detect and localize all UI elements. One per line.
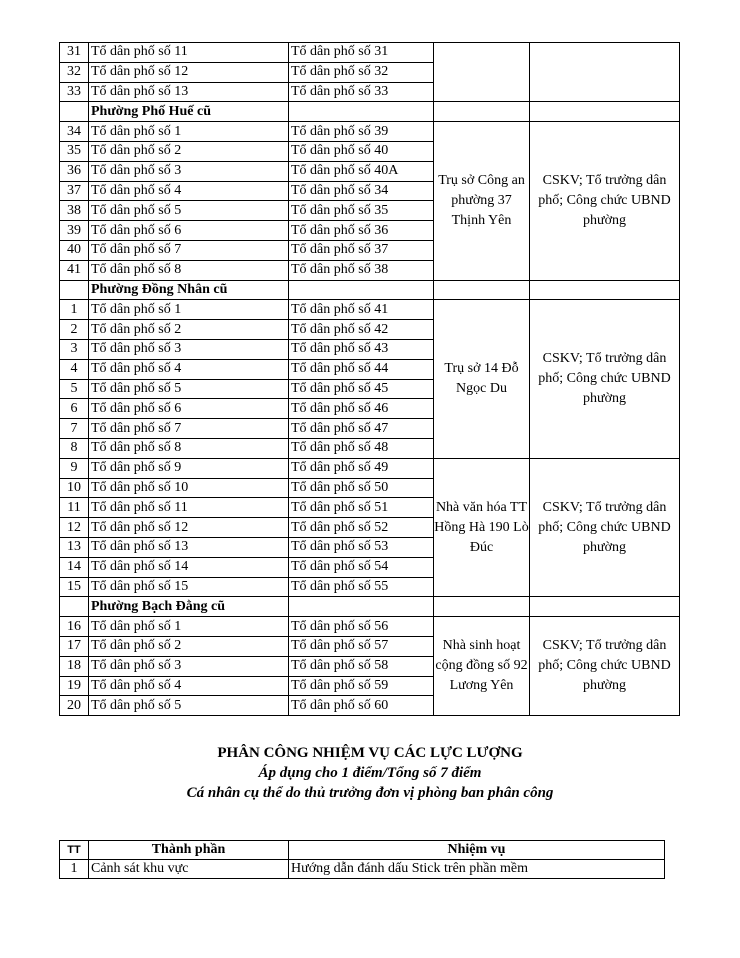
row-number: 3 bbox=[60, 339, 89, 359]
row-number: 34 bbox=[60, 122, 89, 142]
new-group-name: Tổ dân phố số 33 bbox=[289, 82, 434, 102]
old-group-name: Tổ dân phố số 6 bbox=[89, 221, 289, 241]
row-number: 39 bbox=[60, 221, 89, 241]
old-group-name: Tổ dân phố số 3 bbox=[89, 161, 289, 181]
new-group-name: Tổ dân phố số 41 bbox=[289, 300, 434, 320]
new-group-name: Tổ dân phố số 43 bbox=[289, 339, 434, 359]
section-row bbox=[60, 102, 680, 122]
task-col-task: Nhiệm vụ bbox=[289, 841, 665, 860]
old-group-name: Tổ dân phố số 15 bbox=[89, 577, 289, 597]
row-number: 37 bbox=[60, 181, 89, 201]
section-empty-cell bbox=[60, 280, 89, 300]
row-number: 16 bbox=[60, 617, 89, 637]
table-row bbox=[60, 122, 680, 142]
row-number: 2 bbox=[60, 320, 89, 340]
new-group-name: Tổ dân phố số 39 bbox=[289, 122, 434, 142]
old-group-name: Tổ dân phố số 10 bbox=[89, 478, 289, 498]
new-group-name: Tổ dân phố số 38 bbox=[289, 260, 434, 280]
new-group-name: Tổ dân phố số 49 bbox=[289, 458, 434, 478]
old-group-name: Tổ dân phố số 4 bbox=[89, 359, 289, 379]
task-row bbox=[60, 860, 665, 879]
new-group-name: Tổ dân phố số 42 bbox=[289, 320, 434, 340]
row-number: 32 bbox=[60, 62, 89, 82]
row-number: 41 bbox=[60, 260, 89, 280]
new-group-name: Tổ dân phố số 37 bbox=[289, 240, 434, 260]
section-empty-cell bbox=[60, 597, 89, 617]
old-group-name: Tổ dân phố số 11 bbox=[89, 43, 289, 63]
new-group-name: Tổ dân phố số 44 bbox=[289, 359, 434, 379]
new-group-name: Tổ dân phố số 35 bbox=[289, 201, 434, 221]
old-group-name: Tổ dân phố số 12 bbox=[89, 62, 289, 82]
table-row bbox=[60, 458, 680, 478]
section-empty-cell bbox=[530, 102, 680, 122]
meeting-location bbox=[434, 43, 530, 102]
section-empty-cell bbox=[434, 102, 530, 122]
household-group-table bbox=[59, 42, 680, 716]
section-empty-cell bbox=[289, 102, 434, 122]
row-number: 4 bbox=[60, 359, 89, 379]
task-table-header bbox=[60, 841, 665, 860]
task-description: Hướng dẫn đánh dấu Stick trên phần mềm bbox=[289, 860, 665, 879]
old-group-name: Tổ dân phố số 1 bbox=[89, 617, 289, 637]
old-group-name: Tổ dân phố số 5 bbox=[89, 201, 289, 221]
new-group-name: Tổ dân phố số 52 bbox=[289, 518, 434, 538]
row-number: 14 bbox=[60, 557, 89, 577]
old-group-name: Tổ dân phố số 14 bbox=[89, 557, 289, 577]
household-group-table-body bbox=[60, 43, 680, 716]
section-empty-cell bbox=[434, 597, 530, 617]
new-group-name: Tổ dân phố số 53 bbox=[289, 537, 434, 557]
old-group-name: Tổ dân phố số 2 bbox=[89, 141, 289, 161]
task-member: Cảnh sát khu vực bbox=[89, 860, 289, 879]
section-title: Phường Bạch Đằng cũ bbox=[89, 597, 289, 617]
row-number: 10 bbox=[60, 478, 89, 498]
old-group-name: Tổ dân phố số 5 bbox=[89, 696, 289, 716]
assignment-subtitle-2: Cá nhân cụ thể do thủ trưởng đơn vị phòng ban phân công bbox=[186, 785, 554, 801]
row-number: 12 bbox=[60, 518, 89, 538]
row-number: 20 bbox=[60, 696, 89, 716]
old-group-name: Tổ dân phố số 4 bbox=[89, 676, 289, 696]
row-number: 19 bbox=[60, 676, 89, 696]
new-group-name: Tổ dân phố số 32 bbox=[289, 62, 434, 82]
meeting-location: Trụ sở 14 Đỗ Ngọc Du bbox=[434, 300, 530, 458]
row-number: 15 bbox=[60, 577, 89, 597]
new-group-name: Tổ dân phố số 31 bbox=[289, 43, 434, 63]
old-group-name: Tổ dân phố số 13 bbox=[89, 82, 289, 102]
table-row bbox=[60, 43, 680, 63]
new-group-name: Tổ dân phố số 55 bbox=[289, 577, 434, 597]
new-group-name: Tổ dân phố số 51 bbox=[289, 498, 434, 518]
old-group-name: Tổ dân phố số 2 bbox=[89, 636, 289, 656]
row-number: 11 bbox=[60, 498, 89, 518]
old-group-name: Tổ dân phố số 1 bbox=[89, 122, 289, 142]
section-empty-cell bbox=[434, 280, 530, 300]
task-col-no: TT bbox=[60, 841, 89, 860]
row-number: 17 bbox=[60, 636, 89, 656]
new-group-name: Tổ dân phố số 54 bbox=[289, 557, 434, 577]
new-group-name: Tổ dân phố số 40A bbox=[289, 161, 434, 181]
row-number: 13 bbox=[60, 537, 89, 557]
section-empty-cell bbox=[530, 280, 680, 300]
old-group-name: Tổ dân phố số 2 bbox=[89, 320, 289, 340]
assigned-forces: CSKV; Tổ trưởng dân phố; Công chức UBND phường bbox=[530, 122, 680, 280]
old-group-name: Tổ dân phố số 1 bbox=[89, 300, 289, 320]
new-group-name: Tổ dân phố số 50 bbox=[289, 478, 434, 498]
old-group-name: Tổ dân phố số 7 bbox=[89, 419, 289, 439]
row-number: 18 bbox=[60, 656, 89, 676]
section-empty-cell bbox=[60, 102, 89, 122]
new-group-name: Tổ dân phố số 45 bbox=[289, 379, 434, 399]
new-group-name: Tổ dân phố số 60 bbox=[289, 696, 434, 716]
old-group-name: Tổ dân phố số 9 bbox=[89, 458, 289, 478]
old-group-name: Tổ dân phố số 3 bbox=[89, 339, 289, 359]
old-group-name: Tổ dân phố số 7 bbox=[89, 240, 289, 260]
row-number: 38 bbox=[60, 201, 89, 221]
assignment-subtitle-1: Áp dụng cho 1 điểm/Tổng số 7 điểm bbox=[258, 765, 482, 781]
old-group-name: Tổ dân phố số 8 bbox=[89, 260, 289, 280]
table-row bbox=[60, 617, 680, 637]
task-number: 1 bbox=[60, 860, 89, 879]
row-number: 33 bbox=[60, 82, 89, 102]
new-group-name: Tổ dân phố số 34 bbox=[289, 181, 434, 201]
task-assignment-table bbox=[59, 840, 665, 879]
row-number: 40 bbox=[60, 240, 89, 260]
section-title: Phường Đồng Nhân cũ bbox=[89, 280, 289, 300]
assigned-forces: CSKV; Tổ trưởng dân phố; Công chức UBND phường bbox=[530, 458, 680, 597]
new-group-name: Tổ dân phố số 36 bbox=[289, 221, 434, 241]
meeting-location: Trụ sở Công an phường 37 Thịnh Yên bbox=[434, 122, 530, 280]
new-group-name: Tổ dân phố số 59 bbox=[289, 676, 434, 696]
new-group-name: Tổ dân phố số 48 bbox=[289, 438, 434, 458]
old-group-name: Tổ dân phố số 3 bbox=[89, 656, 289, 676]
old-group-name: Tổ dân phố số 5 bbox=[89, 379, 289, 399]
row-number: 9 bbox=[60, 458, 89, 478]
old-group-name: Tổ dân phố số 8 bbox=[89, 438, 289, 458]
row-number: 1 bbox=[60, 300, 89, 320]
assigned-forces: CSKV; Tổ trưởng dân phố; Công chức UBND phường bbox=[530, 300, 680, 458]
row-number: 6 bbox=[60, 399, 89, 419]
meeting-location: Nhà sinh hoạt cộng đồng số 92 Lương Yên bbox=[434, 617, 530, 716]
old-group-name: Tổ dân phố số 6 bbox=[89, 399, 289, 419]
table-row bbox=[60, 300, 680, 320]
row-number: 31 bbox=[60, 43, 89, 63]
new-group-name: Tổ dân phố số 40 bbox=[289, 141, 434, 161]
new-group-name: Tổ dân phố số 56 bbox=[289, 617, 434, 637]
row-number: 35 bbox=[60, 141, 89, 161]
new-group-name: Tổ dân phố số 47 bbox=[289, 419, 434, 439]
section-row bbox=[60, 597, 680, 617]
assigned-forces bbox=[530, 43, 680, 102]
row-number: 36 bbox=[60, 161, 89, 181]
meeting-location: Nhà văn hóa TT Hồng Hà 190 Lò Đúc bbox=[434, 458, 530, 597]
task-col-member: Thành phần bbox=[89, 841, 289, 860]
section-empty-cell bbox=[289, 280, 434, 300]
old-group-name: Tổ dân phố số 4 bbox=[89, 181, 289, 201]
assignment-title: PHÂN CÔNG NHIỆM VỤ CÁC LỰC LƯỢNG bbox=[217, 745, 523, 761]
new-group-name: Tổ dân phố số 46 bbox=[289, 399, 434, 419]
task-table-body bbox=[60, 860, 665, 879]
row-number: 5 bbox=[60, 379, 89, 399]
assigned-forces: CSKV; Tổ trưởng dân phố; Công chức UBND phường bbox=[530, 617, 680, 716]
section-title: Phường Phố Huế cũ bbox=[89, 102, 289, 122]
row-number: 7 bbox=[60, 419, 89, 439]
section-empty-cell bbox=[289, 597, 434, 617]
row-number: 8 bbox=[60, 438, 89, 458]
new-group-name: Tổ dân phố số 57 bbox=[289, 636, 434, 656]
section-empty-cell bbox=[530, 597, 680, 617]
old-group-name: Tổ dân phố số 13 bbox=[89, 537, 289, 557]
section-row bbox=[60, 280, 680, 300]
new-group-name: Tổ dân phố số 58 bbox=[289, 656, 434, 676]
old-group-name: Tổ dân phố số 11 bbox=[89, 498, 289, 518]
old-group-name: Tổ dân phố số 12 bbox=[89, 518, 289, 538]
